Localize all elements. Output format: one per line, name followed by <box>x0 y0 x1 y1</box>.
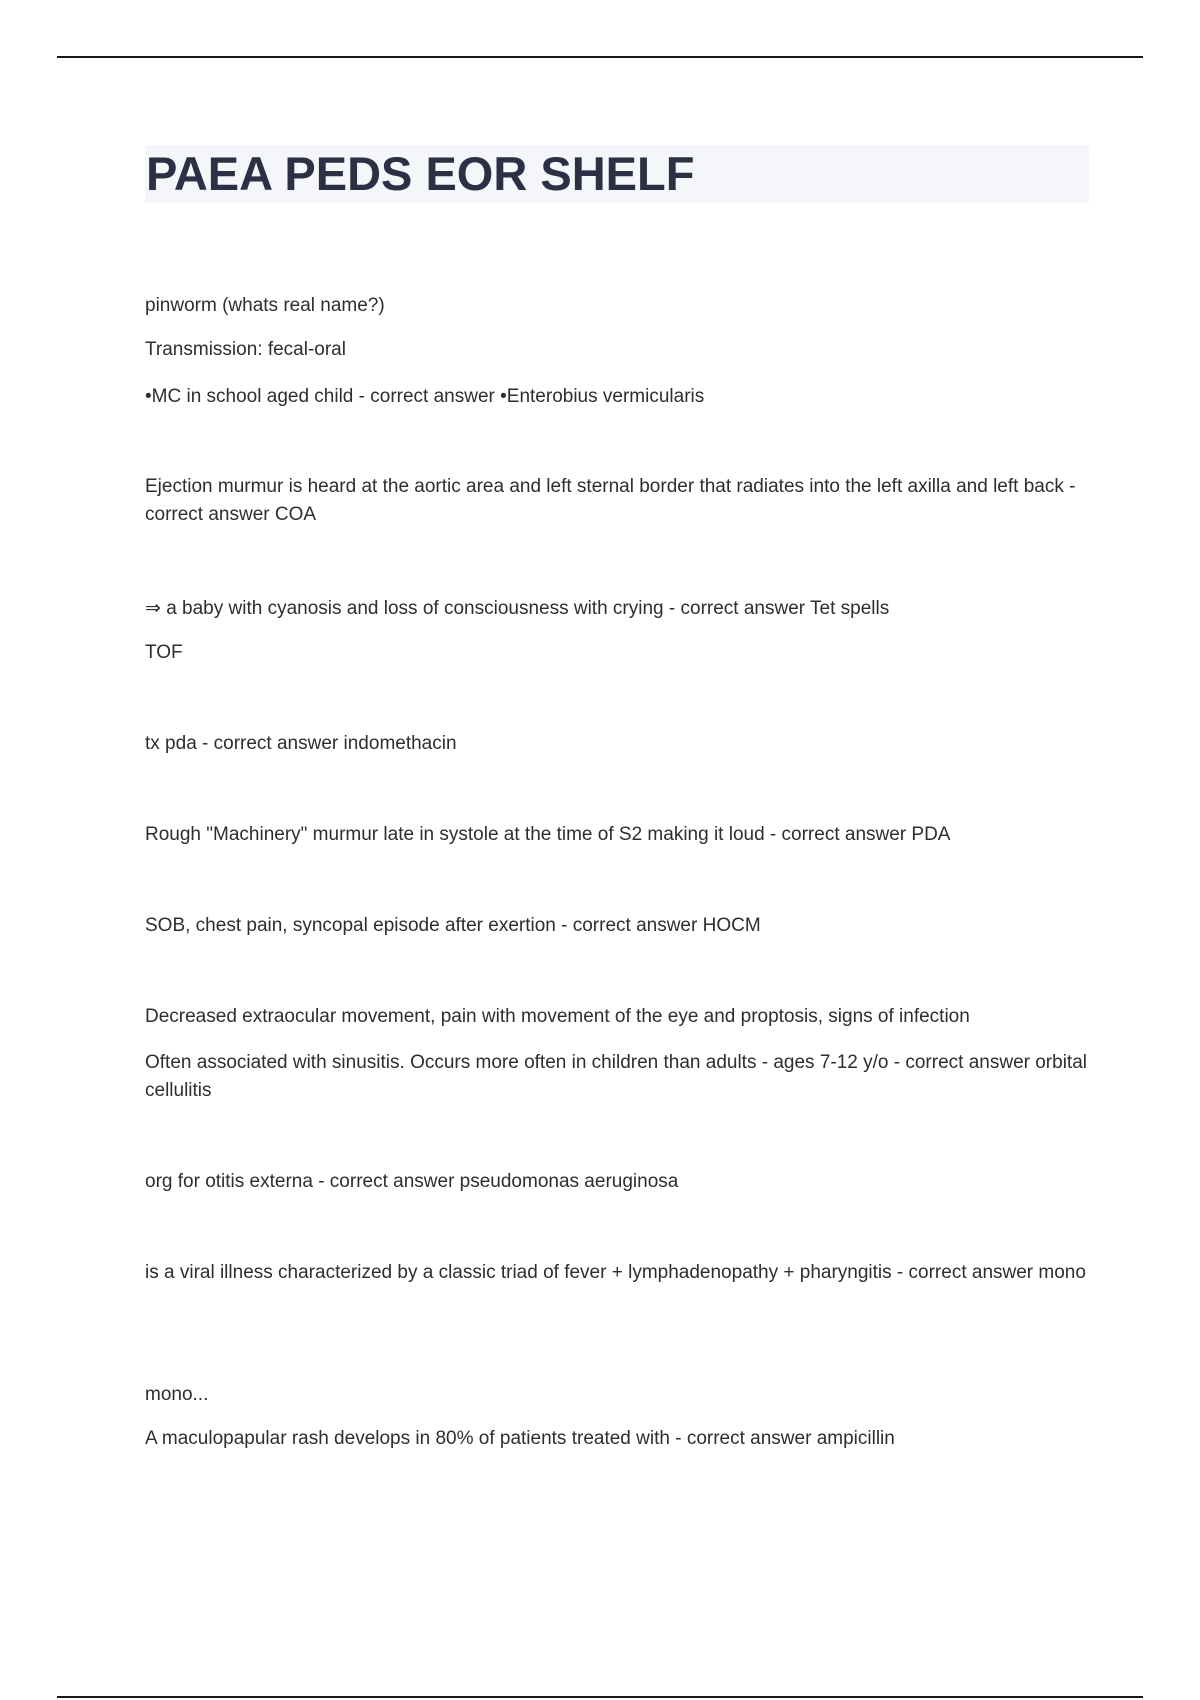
text-line-tet-spells: ⇒ a baby with cyanosis and loss of consciousness with crying - correct answer Tet spells <box>145 598 890 619</box>
bottom-rule <box>57 1696 1143 1698</box>
document-title: PAEA PEDS EOR SHELF <box>146 147 695 200</box>
text-line-coa: Ejection murmur is heard at the aortic area and left sternal border that radiates into the left axilla and left back - correct answer COA <box>145 476 1076 525</box>
text-line-extraocular: Decreased extraocular movement, pain with movement of the eye and proptosis, signs of infection <box>145 1006 970 1027</box>
text-line-mono: is a viral illness characterized by a classic triad of fever + lymphadenopathy + pharyngitis - correct answer mono <box>145 1262 1086 1283</box>
text-line-orbital-cellulitis: Often associated with sinusitis. Occurs more often in children than adults - ages 7-12 y/o - correct answer orbital cellulitis <box>145 1052 1087 1101</box>
text-line-pda-tx: tx pda - correct answer indomethacin <box>145 733 457 754</box>
text-line-enterobius: •MC in school aged child - correct answer •Enterobius vermicularis <box>145 386 705 407</box>
top-rule <box>57 56 1143 58</box>
text-line-hocm: SOB, chest pain, syncopal episode after exertion - correct answer HOCM <box>145 915 761 936</box>
text-line-otitis-externa: org for otitis externa - correct answer pseudomonas aeruginosa <box>145 1171 679 1192</box>
text-line-pinworm: pinworm (whats real name?) <box>145 295 385 316</box>
text-line-transmission: Transmission: fecal-oral <box>145 339 346 360</box>
text-line-tof: TOF <box>145 642 183 663</box>
text-line-mono-ellipsis: mono... <box>145 1384 209 1405</box>
text-line-machinery-murmur: Rough "Machinery" murmur late in systole at the time of S2 making it loud - correct answer PDA <box>145 824 951 845</box>
text-line-ampicillin: A maculopapular rash develops in 80% of patients treated with - correct answer ampicillin <box>145 1428 895 1449</box>
